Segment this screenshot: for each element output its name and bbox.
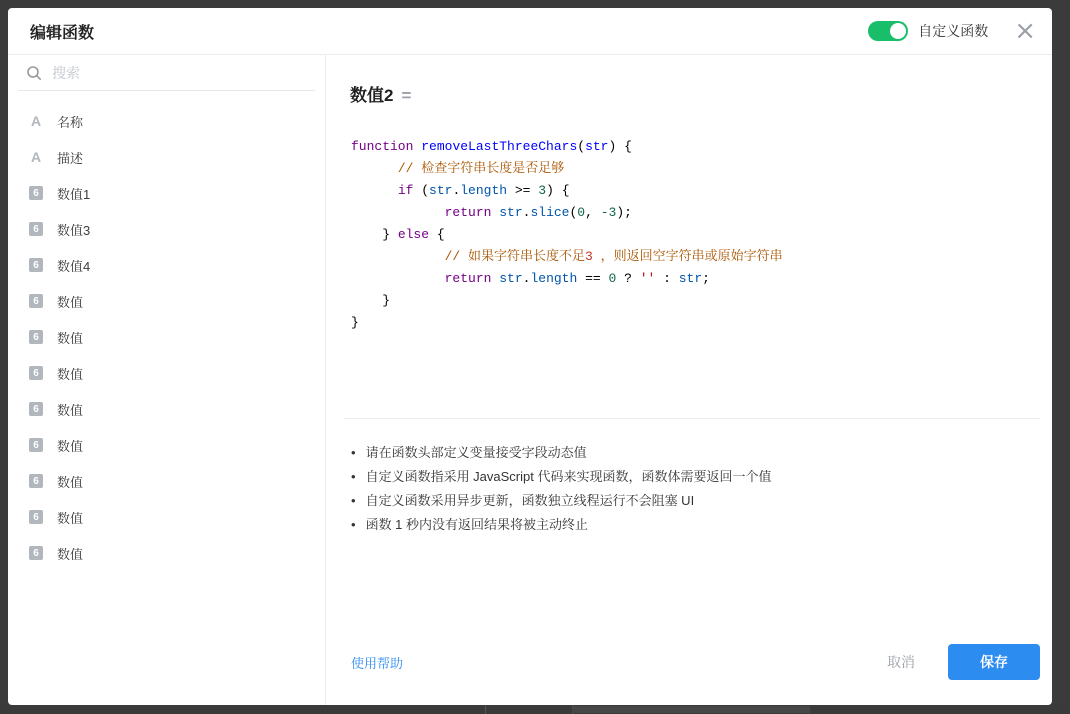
field-label: 描述	[57, 150, 84, 166]
sidebar-item-数值[interactable]	[8, 499, 325, 535]
field-label: 数值	[57, 366, 84, 382]
modal-body	[8, 55, 1052, 705]
field-label: 数值	[57, 474, 84, 490]
search-icon	[26, 65, 42, 81]
search-box[interactable]	[18, 55, 315, 91]
number-field-icon: 6	[29, 546, 43, 560]
note-text: 函数 1 秒内没有返回结果将被主动终止	[365, 517, 589, 532]
help-link[interactable]: 使用帮助	[351, 655, 404, 671]
number-field-icon: 6	[29, 438, 43, 452]
code-line: // 检查字符串长度是否足够	[397, 161, 565, 176]
editor-panel	[326, 55, 1052, 705]
note-item	[351, 441, 1022, 465]
field-sidebar	[8, 55, 326, 705]
code-editor[interactable]	[351, 136, 1022, 418]
number-field-icon: 6	[29, 474, 43, 488]
number-field-icon: 6	[29, 186, 43, 200]
modal-header	[8, 8, 1052, 55]
sidebar-item-数值[interactable]	[8, 535, 325, 571]
header-actions	[868, 16, 1036, 46]
sidebar-item-数值4[interactable]	[8, 247, 325, 283]
search-input[interactable]	[52, 65, 307, 81]
bullet-icon: •	[351, 517, 356, 532]
number-field-icon: 6	[29, 330, 43, 344]
text-field-icon: A	[30, 113, 42, 129]
field-label: 数值4	[57, 258, 91, 274]
code-line: // 如果字符串长度不足3 ，则返回空字符串或原始字符串	[444, 249, 783, 264]
sidebar-item-数值[interactable]	[8, 427, 325, 463]
note-text: 自定义函数指采用 JavaScript 代码来实现函数，函数体需要返回一个值	[365, 469, 772, 484]
number-field-icon: 6	[29, 258, 43, 272]
note-item	[351, 489, 1022, 513]
number-field-icon: 6	[29, 222, 43, 236]
section-divider	[344, 418, 1040, 419]
sidebar-item-数值[interactable]	[8, 319, 325, 355]
code-line: }	[351, 315, 359, 330]
note-text: 自定义函数采用异步更新，函数独立线程运行不会阻塞 UI	[365, 493, 695, 508]
field-label: 数值	[57, 330, 84, 346]
background-page-hint	[0, 705, 1070, 714]
bullet-icon: •	[351, 445, 356, 460]
field-label: 数值	[57, 294, 84, 310]
sidebar-item-数值[interactable]	[8, 355, 325, 391]
code-line: } else {	[351, 227, 445, 242]
bullet-icon: •	[351, 493, 356, 508]
background-cell	[572, 706, 810, 713]
save-button[interactable]: 保存	[948, 644, 1040, 680]
modal-footer	[326, 644, 1052, 705]
bullet-icon: •	[351, 469, 356, 484]
field-label: 数值	[57, 438, 84, 454]
sidebar-item-描述[interactable]	[8, 139, 325, 175]
sidebar-item-数值1[interactable]	[8, 175, 325, 211]
number-field-icon: 6	[29, 294, 43, 308]
field-label: 数值	[57, 510, 84, 526]
field-label: 数值3	[57, 222, 91, 238]
sidebar-item-数值[interactable]	[8, 391, 325, 427]
sidebar-item-名称[interactable]	[8, 103, 325, 139]
number-field-icon: 6	[29, 510, 43, 524]
sidebar-item-数值[interactable]	[8, 283, 325, 319]
note-text: 请在函数头部定义变量接受字段动态值	[365, 445, 587, 460]
background-divider	[485, 705, 486, 714]
field-label: 名称	[57, 114, 84, 130]
sidebar-item-数值[interactable]	[8, 463, 325, 499]
field-name: 数值2	[350, 86, 394, 105]
notes-list	[351, 441, 1022, 537]
page-title: 编辑函数	[30, 24, 95, 42]
cancel-button[interactable]: 取消	[887, 654, 915, 670]
code-line: return str.length == 0 ? '' : str;	[444, 271, 710, 286]
code-line: function removeLastThreeChars(str) {	[351, 139, 632, 154]
equals-sign: =	[401, 86, 412, 105]
field-list	[8, 91, 325, 571]
code-line: }	[351, 293, 391, 308]
text-field-icon: A	[30, 149, 42, 165]
toggle-label: 自定义函数	[918, 23, 989, 39]
code-line: if (str.length >= 3) {	[397, 183, 570, 198]
custom-function-toggle[interactable]	[868, 21, 908, 41]
code-line: return str.slice(0, -3);	[444, 205, 632, 220]
number-field-icon: 6	[29, 366, 43, 380]
edit-function-modal	[8, 8, 1052, 705]
field-label: 数值1	[57, 186, 91, 202]
note-item	[351, 465, 1022, 489]
number-field-icon: 6	[29, 402, 43, 416]
formula-heading	[350, 81, 1022, 106]
sidebar-item-数值3[interactable]	[8, 211, 325, 247]
field-label: 数值	[57, 546, 84, 562]
close-icon[interactable]: ×	[1014, 16, 1036, 46]
note-item	[351, 513, 1022, 537]
field-label: 数值	[57, 402, 84, 418]
toggle-knob	[890, 23, 906, 39]
